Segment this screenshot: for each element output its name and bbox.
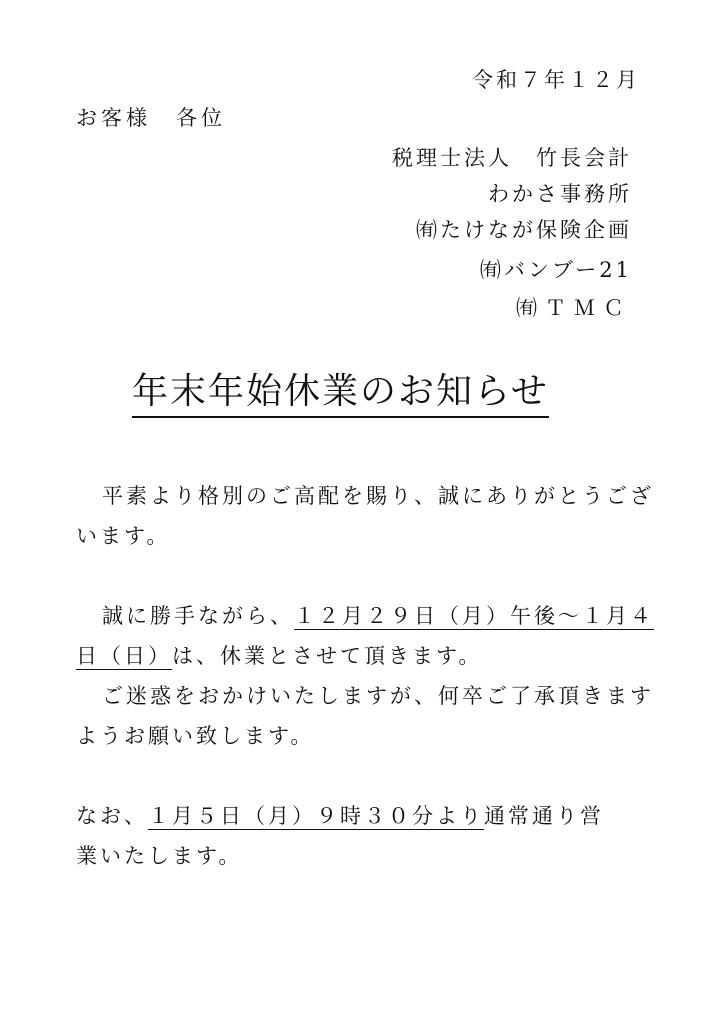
sender-2: わかさ事務所 [488,182,632,206]
reopen-line-1-pre: なお、 [76,804,148,828]
closure-line-1-pre: 誠に勝手ながら、 [102,604,294,628]
addressee: お客様 各位 [76,106,226,130]
notice-title: 年末年始休業のお知らせ [132,370,549,418]
paragraph-greeting [76,476,656,556]
closure-period-start: １２月２９日（月）午後～１月４ [294,604,654,628]
reopen-line-2: 業いたします。 [76,844,243,868]
greeting-line-1: 平素より格別のご高配を賜り、誠にありがとうござ [102,484,654,508]
reopen-datetime: １月５日（月）９時３０分より [148,804,484,828]
issue-date: 令和７年１２月 [472,68,640,92]
greeting-line-2: います。 [76,524,171,548]
apology-line-2: ようお願い致します。 [76,724,315,748]
closure-line-2-post: は、休業とさせて頂きます。 [172,644,483,668]
paragraph-reopening [76,796,656,876]
sender-1: 税理士法人 竹長会計 [392,146,632,170]
paragraph-apology [76,676,656,756]
apology-line-1: ご迷惑をおかけいたしますが、何卒ご了承頂きます [102,684,654,708]
paragraph-closure-dates [76,596,656,676]
closure-period-end: 日（日） [76,644,172,668]
reopen-line-1-post: 通常通り営 [484,804,604,828]
sender-4: ㈲バンブー21 [479,258,632,282]
sender-3: ㈲たけなが保険企画 [416,218,632,242]
sender-5: ㈲ＴＭＣ [516,296,632,320]
